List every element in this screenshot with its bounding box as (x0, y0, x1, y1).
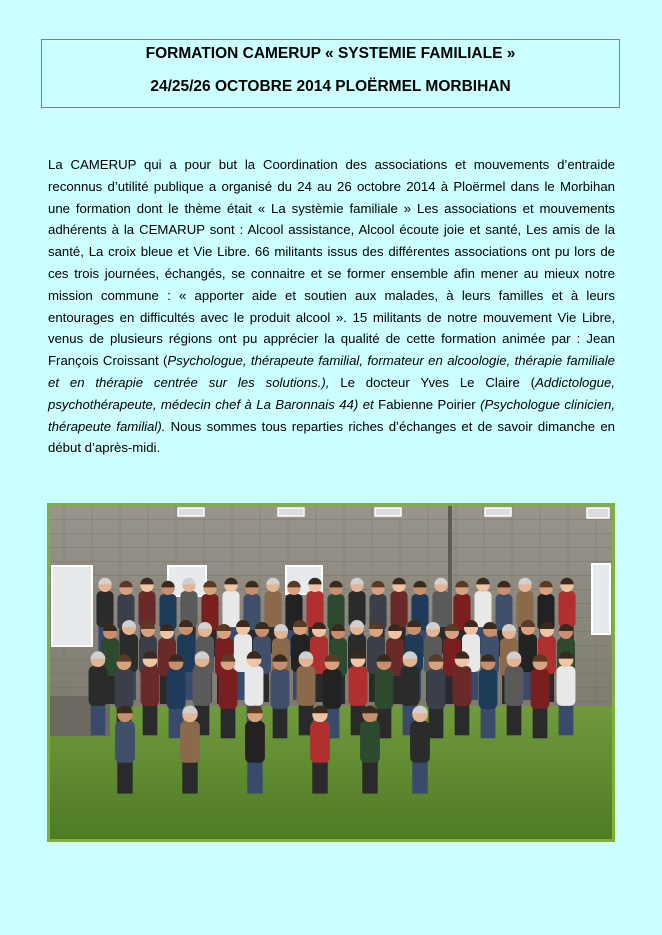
window-left (52, 566, 92, 646)
text-run-italic: (Psychologue clinicien, thérapeute familial). (48, 396, 615, 434)
article-paragraph (48, 154, 615, 459)
group-photo (47, 503, 615, 842)
title-box (41, 39, 620, 108)
window-right (592, 564, 610, 634)
window (178, 508, 204, 516)
text-run-italic: Psychologue, thérapeute familial, formateur en alcoologie, thérapie familiale et en thérapie centrée sur les solutions.), (48, 353, 615, 390)
text-run: La CAMERUP qui a pour but la Coordination des associations et mouvements d’entraide reconnus d’utilité publique a organisé du 24 au 26 octobre 2014 à Ploërmel dans le Morbihan une formation dont le thème était « La systèmie familiale » Les associations et mouvements adhérents à la CEMARUP sont : Alcool assistance, Alcool écoute joie et santé, Les amis de la santé, La croix bleue et Vie Libre. 66 militants issus des différentes associations ont pu lors de ces trois journées, échangés, se connaitre et se former ensemble afin mener au mieux notre mission commune : « apporter aide et soutien aux malades, à leurs familles et à leurs entourages en difficultés avec le produit alcool ». 15 militants de notre mouvement Vie Libre, venus de plusieurs régions ont pu apprécier la qualité de cette formation animée par : Jean François Croissant ( (48, 157, 615, 369)
text-run: Fabienne Poirier (373, 396, 481, 412)
page-title: FORMATION CAMERUP « SYSTEMIE FAMILIALE » (145, 45, 516, 62)
text-run-italic: Addictologue, psychothérapeute, médecin chef à La Baronnais 44) (48, 374, 615, 412)
text-run: Le docteur Yves Le Claire ( (329, 374, 536, 390)
text-run-italic: et (362, 396, 374, 412)
group-photo-illustration (50, 506, 612, 839)
text-run: Nous sommes tous reparties riches d’échanges et de savoir dimanche en début d’après-midi. (48, 418, 615, 456)
page-subtitle-date-place: 24/25/26 OCTOBRE 2014 PLOËRMEL MORBIHAN (150, 78, 511, 95)
